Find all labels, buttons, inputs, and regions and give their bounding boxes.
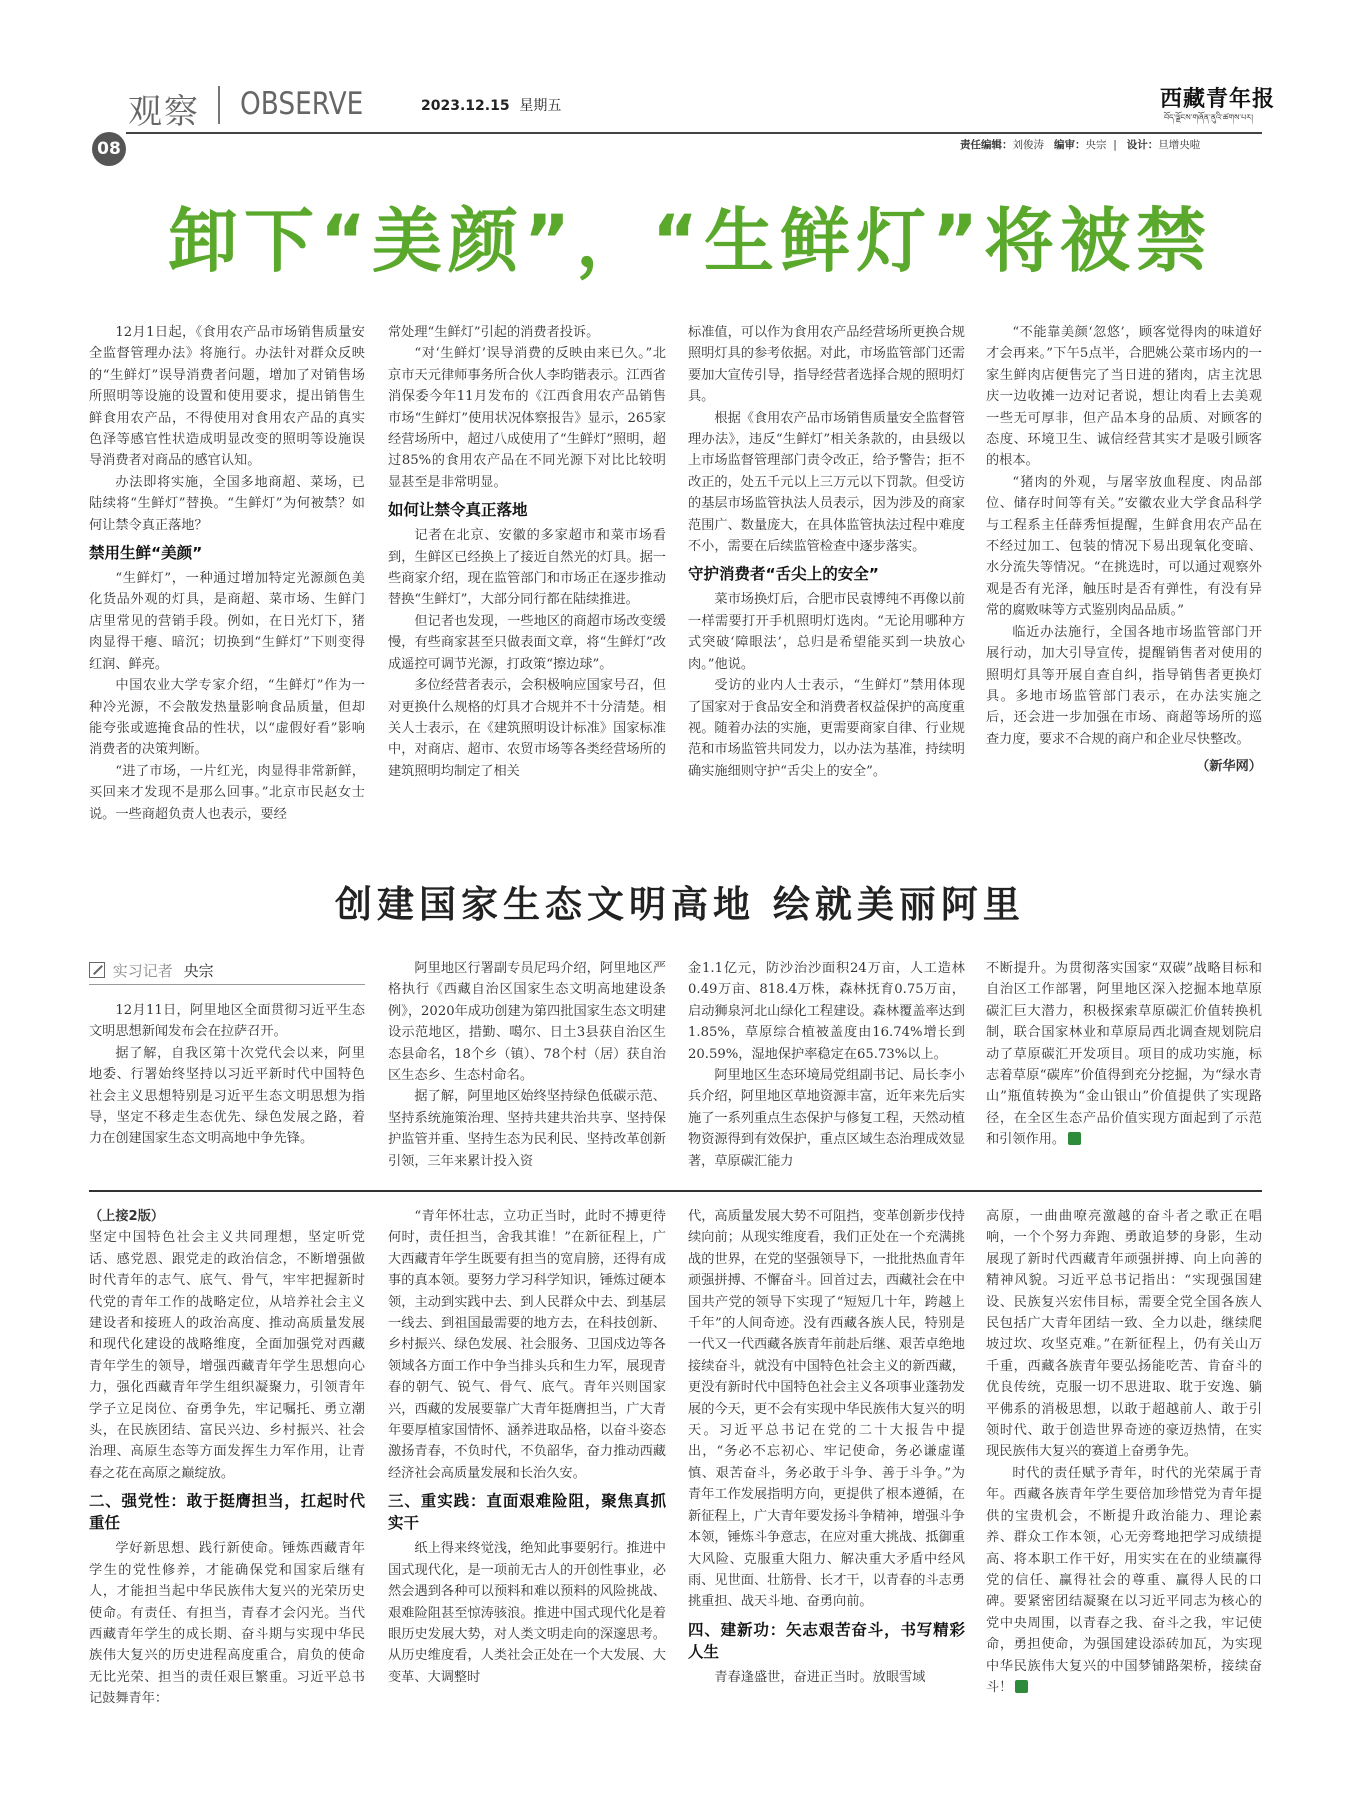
- paragraph: 常处理“生鲜灯”引起的消费者投诉。: [388, 325, 600, 340]
- article3-column-1: [89, 1206, 365, 1710]
- paragraph: 阿里地区生态环境局党组副书记、局长李小兵介绍，阿里地区草地资源丰富，近年来先后实施了一系列重点生态保护与修复工程，天然动植物资源得到有效保护，重点区域生态治理成效显著，草原碳汇能力: [688, 1068, 965, 1169]
- paragraph: [986, 1463, 1262, 1698]
- article3-column-4: [986, 1206, 1262, 1698]
- subheading: 三、重实践：直面艰难险阻，聚焦真抓实干: [388, 1492, 666, 1533]
- end-mark-icon: [1068, 1132, 1081, 1145]
- design-label: 设计：: [1126, 139, 1159, 151]
- paragraph: “猪肉的外观，与屠宰放血程度、肉品部位、储存时间等有关。”安徽农业大学食品科学与工程系主任薛秀恒提醒，生鲜食用农产品在不经过加工、包装的情况下易出现氧化变暗、水分流失等情况。“在挑选时，可以通过观察外观是否有光泽，触压时是否有弹性，有没有异常的腐败味等方式鉴别肉品品质。”: [986, 474, 1262, 619]
- article3-column-2: [388, 1206, 666, 1688]
- section-title-en: OBSERVE: [240, 86, 364, 122]
- paragraph: 多位经营者表示，会积极响应国家号召，但对更换什么规格的灯具才合规并不十分清楚。相关人士表示，在《建筑照明设计标准》国家标准中，对商店、超市、农贸市场等各类经营场所的建筑照明均制定了相关: [388, 678, 666, 779]
- paragraph: 阿里地区行署副专员尼玛介绍，阿里地区严格执行《西藏自治区国家生态文明高地建设条例》，2020年成功创建为第四批国家生态文明建设示范地区，措勤、噶尔、日土3县获自治区生态县命名，18个乡（镇）、78个村（居）获自治区生态乡、生态村命名。: [388, 961, 666, 1084]
- weekday-text: 星期五: [519, 98, 562, 114]
- paragraph: [986, 958, 1262, 1151]
- paragraph: 但记者也发现，一些地区的商超市场改变缓慢，有些商家甚至只做表面文章，将“生鲜灯”改成遥控可调节光源，打政策“擦边球”。: [388, 613, 666, 672]
- paragraph: “对‘生鲜灯’误导消费的反映由来已久。”北京市天元律师事务所合伙人李昀锴表示。江西省消保委今年11月发布的《江西食用农产品销售市场“生鲜灯”使用状况体察报告》显示，265家经营场所中，超过八成使用了“生鲜灯”照明，超过85%的食用农产品在不同光源下对比比较明显甚至是非常明显。: [388, 346, 666, 490]
- paragraph: “进了市场，一片红光，肉显得非常新鲜，买回来才发现不是那么回事。”北京市民赵女士说。一些商超负责人也表示，要经: [89, 763, 365, 822]
- paragraph: 标准值，可以作为食用农产品经营场所更换合规照明灯具的参考依据。对此，市场监管部门还需要加大宣传引导，指导经营者选择合规的照明灯具。: [688, 325, 965, 405]
- paragraph: 12月1日起，《食用农产品市场销售质量安全监督管理办法》将施行。办法针对群众反映的“生鲜灯”误导消费者问题，增加了对销售场所照明等设施的设置和使用要求，提出销售生鲜食用农产品，不得使用对食用农产品的真实色泽等感官性状造成明显改变的照明等设施误导消费者对商品的感官认知。: [89, 325, 365, 469]
- pen-icon: [89, 962, 105, 978]
- article1-column-4: [986, 322, 1262, 778]
- article2-headline: 创建国家生态文明高地 绘就美丽阿里: [335, 883, 1025, 926]
- paragraph: 纸上得来终觉浅，绝知此事要躬行。推进中国式现代化，是一项前无古人的开创性事业，必然会遇到各种可以预料和难以预料的风险挑战、艰难险阻甚至惊涛骇浪。推进中国式现代化是着眼历史发展大势，对人类文明走向的深邃思考。从历史维度看，人类社会正处在一个大发展、大变革、大调整时: [388, 1541, 666, 1685]
- proof-name: 央宗: [1085, 139, 1107, 151]
- article1-headline: 卸下“美颜”，“生鲜灯”将被禁: [167, 200, 1213, 282]
- article1-column-3: [688, 322, 965, 782]
- paragraph: 根据《食用农产品市场销售质量安全监督管理办法》，违反“生鲜灯”相关条款的，由县级以上市场监督管理部门责令改正，给予警告；拒不改正的，处五千元以上三万元以下罚款。但受访的基层市场监管执法人员表示，因为涉及的商家范围广、数量庞大，在具体监管执法过程中难度不小，需要在后续监管检查中逐步落实。: [688, 410, 965, 555]
- paragraph: 中国农业大学专家介绍，“生鲜灯”作为一种冷光源，不会散发热量影响食品质量，但却能夸张或遮掩食品的性状，以“虚假好看”影响消费者的决策判断。: [89, 678, 365, 758]
- paragraph: 记者在北京、安徽的多家超市和菜市场看到，生鲜区已经换上了接近自然光的灯具。据一些商家介绍，现在监管部门和市场正在逐步推动替换“生鲜灯”，大部分同行都在陆续推进。: [388, 528, 666, 608]
- article2-column-2: [388, 958, 666, 1172]
- paragraph: 高原，一曲曲嘹亮激越的奋斗者之歌正在唱响，一个个努力奔跑、勇敢追梦的身影，生动展现了新时代西藏青年顽强拼搏、向上向善的精神风貌。习近平总书记指出：“实现强国建设、民族复兴宏伟目标，需要全党全国各族人民包括广大青年团结一致、全力以赴，继续爬坡过坎、攻坚克难。”在新征程上，仍有关山万千重，西藏各族青年要弘扬能吃苦、肯奋斗的优良传统，克服一切不思进取、耽于安逸、躺平佛系的消极思想，以敢于超越前人、敢于引领时代、敢于创造世界奇迹的豪迈热情，在实现民族伟大复兴的赛道上奋勇争先。: [986, 1209, 1262, 1460]
- page-number-badge: [92, 132, 126, 166]
- paragraph: 临近办法施行，全国各地市场监管部门开展行动，加大引导宣传，提醒销售者对使用的照明灯具等开展自查自纠，指导销售者更换灯具。多地市场监管部门表示，在办法实施之后，还会进一步加强在市场、商超等场所的巡查力度，要求不合规的商户和企业尽快整改。: [986, 624, 1262, 747]
- paragraph: 青春逢盛世，奋进正当时。放眼雪域: [714, 1669, 926, 1685]
- subheading: 如何让禁令真正落地: [388, 501, 528, 520]
- paragraph: “青年怀壮志，立功正当时，此时不搏更待何时，责任担当，舍我其谁！”在新征程上，广大西藏青年学生既要有担当的宽肩膀，还得有成事的真本领。要努力学习科学知识，锤炼过硬本领，主动到实践中去、到人民群众中去、到基层一线去、到祖国最需要的地方去，在科技创新、乡村振兴、绿色发展、社会服务、卫国戍边等各领域各方面工作中争当排头兵和生力军，展现青春的朝气、锐气、骨气、底气。青年兴则国家兴，西藏的发展要靠广大青年挺膺担当，广大青年要厚植家国情怀、涵养进取品格，以奋斗姿态激扬青春，不负时代，不负韶华，奋力推动西藏经济社会高质量发展和长治久安。: [388, 1209, 666, 1481]
- paragraph: 办法即将实施，全国多地商超、菜场，已陆续将“生鲜灯”替换。“生鲜灯”为何被禁？如何让禁令真正落地？: [89, 474, 365, 533]
- paragraph: 金1.1亿元，防沙治沙面积24万亩，人工造林0.49万亩、818.4万株，森林抚育0.75万亩，启动狮泉河北山绿化工程建设。森林覆盖率达到1.85%，草原综合植被盖度由16.74%增长到20.59%，湿地保护率稳定在65.73%以上。: [688, 961, 965, 1062]
- byline: [89, 960, 365, 981]
- editor-name: 刘俊涛: [1012, 139, 1044, 151]
- byline-rule: [89, 984, 365, 985]
- subheading: 禁用生鲜“美颜”: [89, 544, 203, 563]
- proof-label: 编审：: [1054, 139, 1086, 151]
- article1-source: （新华网）: [1196, 759, 1262, 775]
- section-title-cn: 观察: [128, 92, 200, 132]
- header-credits: 责任编辑：刘俊涛 编审：央宗 | 设计：旦增央啦: [960, 139, 1201, 151]
- paragraph: 12月11日，阿里地区全面贯彻习近平生态文明思想新闻发布会在拉萨召开。: [89, 1003, 365, 1040]
- article2-column-3: [688, 958, 965, 1172]
- end-mark-icon: [1015, 1680, 1028, 1693]
- byline-label: 实习记者: [112, 962, 173, 980]
- paragraph: “生鲜灯”，一种通过增加特定光源颜色美化货品外观的灯具，是商超、菜市场、生鲜门店里常见的营销手段。例如，在日光灯下，猪肉显得干瘪、暗沉；切换到“生鲜灯”下则变得红润、鲜亮。: [89, 571, 365, 672]
- byline-name: 央宗: [183, 962, 214, 980]
- header-date: [421, 95, 561, 115]
- paragraph: 据了解，阿里地区始终坚持绿色低碳示范、坚持系统施策治理、坚持共建共治共享、坚持保护监管并重、坚持生态为民利民、坚持改革创新引领，三年来累计投入资: [388, 1089, 666, 1169]
- design-name: 旦增央啦: [1158, 139, 1201, 151]
- paragraph: 学好新思想、践行新使命。锤炼西藏青年学生的党性修养，才能确保党和国家后继有人，才能担当起中华民族伟大复兴的光荣历史使命。有责任、有担当，青春才会闪光。当代西藏青年学生的成长期、奋斗期与实现中华民族伟大复兴的历史进程高度重合，肩负的使命无比光荣、担当的责任艰巨繁重。习近平总书记鼓舞青年：: [89, 1541, 365, 1707]
- section-divider: [89, 1190, 1262, 1192]
- continued-note: （上接2版）: [89, 1209, 165, 1224]
- article1-column-1: [89, 322, 365, 825]
- header-rule: [126, 132, 1262, 134]
- paper-name: 西藏青年报: [1160, 86, 1276, 112]
- paragraph-text: 不断提升。为贯彻落实国家“双碳”战略目标和自治区工作部署，阿里地区深入挖掘本地草原碳汇巨大潜力，积极探索草原碳汇价值转换机制，联合国家林业和草原局西北调查规划院启动了草原碳汇开发项目。项目的成功实施，标志着草原“碳库”价值得到充分挖掘，为“绿水青山”瓶值转换为“金山银山”价值提供了实现路径，在全区生态产品价值实现方面起到了示范和引领作用。: [986, 961, 1262, 1148]
- article2-column-4: [986, 958, 1262, 1151]
- paragraph: 菜市场换灯后，合肥市民袁博纯不再像以前一样需要打开手机照明灯选肉。“无论用哪种方式突破‘障眼法’，总归是希望能买到一块放心肉。”他说。: [688, 592, 965, 672]
- paragraph: 据了解，自我区第十次党代会以来，阿里地委、行署始终坚持以习近平新时代中国特色社会主义思想特别是习近平生态文明思想为指导，坚定不移走生态优先、绿色发展之路，着力在创建国家生态文明高地中争先锋。: [89, 1045, 365, 1147]
- article2-column-1: [89, 1000, 365, 1150]
- paragraph: 受访的业内人士表示，“生鲜灯”禁用体现了国家对于食品安全和消费者权益保护的高度重视。随着办法的实施，更需要商家自律、行业规范和市场监管共同发力，以办法为基准，持续明确实施细则守护“舌尖上的安全”。: [688, 678, 965, 779]
- article1-column-2: [388, 322, 666, 782]
- subheading: 守护消费者“舌尖上的安全”: [688, 565, 879, 584]
- article3-column-3: [688, 1206, 965, 1688]
- page-number: 08: [97, 139, 121, 159]
- paragraph-text: 时代的责任赋予青年，时代的光荣属于青年。西藏各族青年学生要倍加珍惜党为青年提供的宝贵机会，不断提升政治能力、理论素养、群众工作本领，心无旁骛地把学习成绩提高、将本职工作干好，用实实在在的业绩赢得党的信任、赢得社会的尊重、赢得人民的口碑。要紧密团结凝聚在以习近平同志为核心的党中央周围，以青春之我、奋斗之我，牢记使命，勇担使命，为强国建设添砖加瓦，为实现中华民族伟大复兴的中国梦铺路架桥，接续奋斗！: [986, 1465, 1262, 1695]
- editor-label: 责任编辑：: [960, 139, 1013, 151]
- subheading: 四、建新功：矢志艰苦奋斗，书写精彩人生: [688, 1620, 965, 1661]
- subheading: 二、强党性：敢于挺膺担当，扛起时代重任: [89, 1492, 365, 1533]
- paragraph: 代，高质量发展大势不可阻挡，变革创新步伐持续向前；从现实维度看，我们正处在一个充满挑战的世界，在党的坚强领导下，一批批热血青年顽强拼搏、不懈奋斗。回首过去，西藏社会在中国共产党的领导下实现了“短短几十年，跨越上千年”的人间奇迹。没有西藏各族人民，特别是一代又一代西藏各族青年前赴后继、艰苦卓绝地接续奋斗，就没有中国特色社会主义的新西藏，更没有新时代中国特色社会主义各项事业蓬勃发展的今天，更不会有实现中华民族伟大复兴的明天。习近平总书记在党的二十大报告中提出，“务必不忘初心、牢记使命，务必谦虚谨慎、艰苦奋斗，务必敢于斗争、善于斗争。”为青年工作发展指明方向，更提供了根本遵循，在新征程上，广大青年要发扬斗争精神，增强斗争本领，锤炼斗争意志，在应对重大挑战、抵御重大风险、克服重大阻力、解决重大矛盾中经风雨、见世面、壮筋骨、长才干，以青春的斗志勇挑重担、战天斗地、奋勇向前。: [688, 1209, 965, 1610]
- paragraph: 坚定中国特色社会主义共同理想，坚定听党话、感党恩、跟党走的政治信念，不断增强做时代青年的志气、底气、骨气，牢牢把握新时代党的青年工作的战略定位，从培养社会主义建设者和接班人的政治高度、推动高质量发展和现代化建设的战略维度，全面加强党对西藏青年学生的领导，增强西藏青年学生思想向心力，强化西藏青年学生组织凝聚力，引领青年学子立足岗位、奋勇争先，牢记嘱托、勇立潮头，在民族团结、富民兴边、乡村振兴、社会治理、高原生态等方面发挥生力军作用，让青春之花在高原之巅绽放。: [89, 1230, 365, 1481]
- date-text: 2023.12.15: [421, 98, 510, 114]
- paper-name-tibetan: བོད་ལྗོངས་གཞོན་ནུའི་ཚགས་པར།: [1164, 113, 1253, 122]
- paragraph: “不能靠美颜‘忽悠’，顾客觉得肉的味道好才会再来。”下午5点半，合肥姚公菜市场内的一家生鲜肉店便售完了当日进的猪肉，店主沈思庆一边收摊一边对记者说，想让肉看上去美观一些无可厚非，但产品本身的品质、对顾客的态度、环境卫生、诚信经营其实才是吸引顾客的根本。: [986, 325, 1262, 469]
- header-divider: [218, 86, 220, 124]
